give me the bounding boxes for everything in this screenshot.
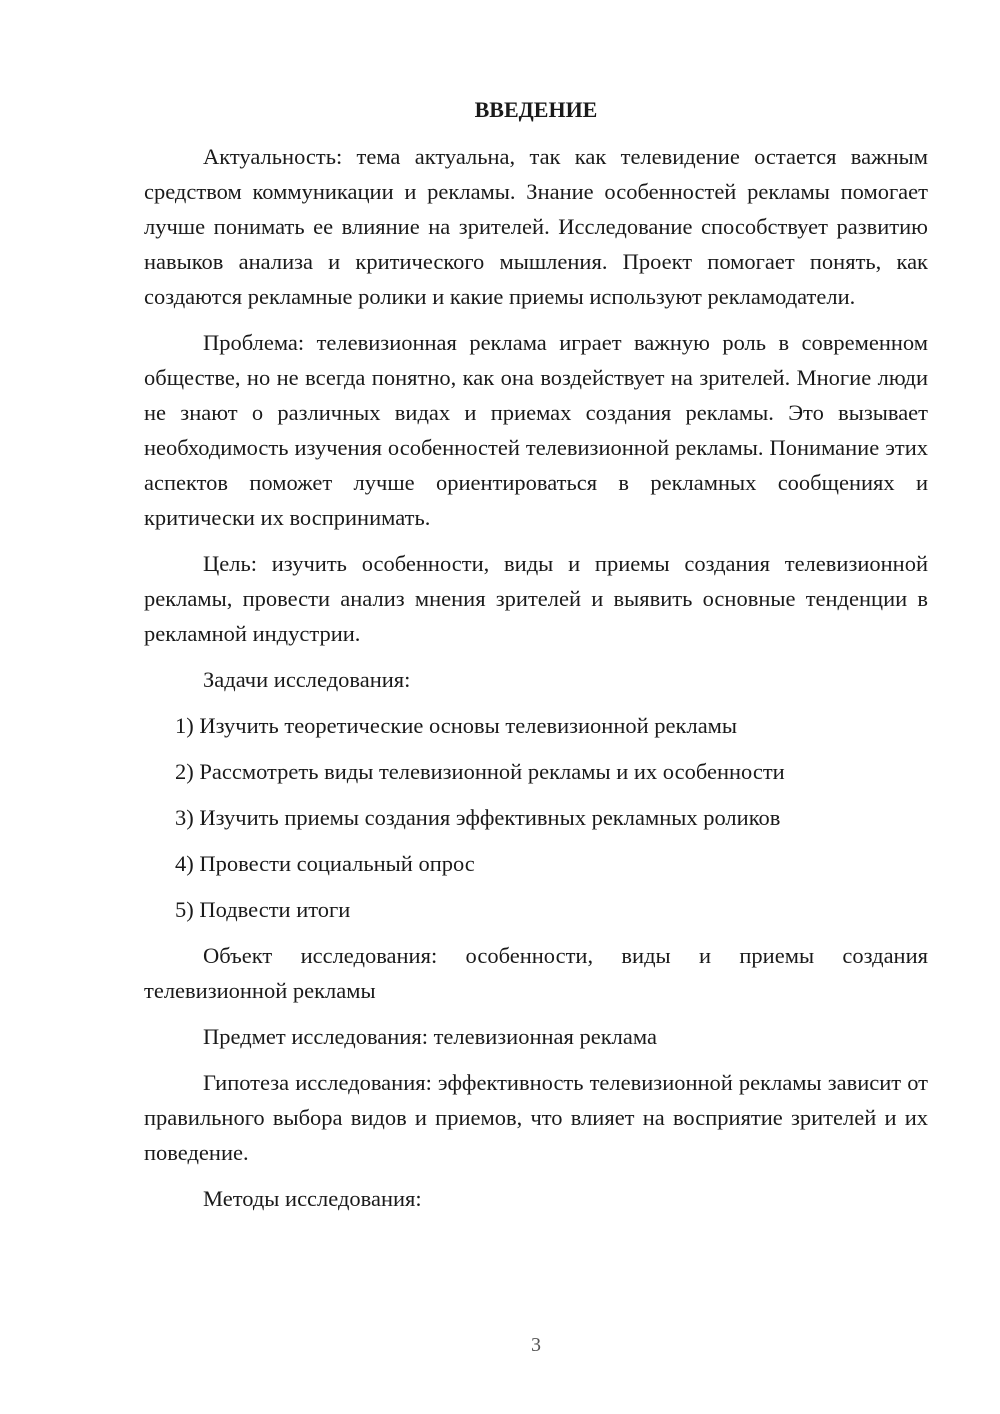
tasks-heading: Задачи исследования: (203, 667, 411, 692)
subject-paragraph: Предмет исследования: телевизионная реклама (203, 1024, 657, 1049)
methods-heading: Методы исследования: (203, 1186, 422, 1211)
task-item: 4) Провести социальный опрос (175, 851, 475, 876)
document-page (144, 92, 928, 1227)
object-paragraph: Объект исследования: особенности, виды и приемы создания телевизионной рекламы (144, 943, 928, 1003)
task-item: 2) Рассмотреть виды телевизионной рекламы и их особенности (175, 759, 785, 784)
task-item: 1) Изучить теоретические основы телевизионной рекламы (175, 713, 738, 738)
goal-paragraph: Цель: изучить особенности, виды и приемы создания телевизионной рекламы, провести анализ мнения зрителей и выявить основные тенденции в рекламной индустрии. (144, 551, 928, 646)
document-title: ВВЕДЕНИЕ (474, 97, 598, 122)
task-item: 3) Изучить приемы создания эффективных рекламных роликов (175, 805, 781, 830)
relevance-paragraph: Актуальность: тема актуальна, так как телевидение остается важным средством коммуникации и рекламы. Знание особенностей рекламы помогает лучше понимать ее влияние на зрителей. Исследование способствует развитию навыков анализа и критического мышления. Проект помогает понять, как создаются рекламные ролики и какие приемы используют рекламодатели. (144, 144, 928, 309)
task-item: 5) Подвести итоги (175, 897, 351, 922)
page-number: 3 (531, 1334, 541, 1356)
problem-paragraph: Проблема: телевизионная реклама играет важную роль в современном обществе, но не всегда понятно, как она воздействует на зрителей. Многие люди не знают о различных видах и приемах создания рекламы. Это вызывает необходимость изучения особенностей телевизионной рекламы. Понимание этих аспектов поможет лучше ориентироваться в рекламных сообщениях и критически их воспринимать. (144, 330, 928, 530)
tasks-list (144, 708, 928, 927)
hypothesis-paragraph: Гипотеза исследования: эффективность телевизионной рекламы зависит от правильного выбора видов и приемов, что влияет на восприятие зрителей и их поведение. (144, 1070, 928, 1165)
